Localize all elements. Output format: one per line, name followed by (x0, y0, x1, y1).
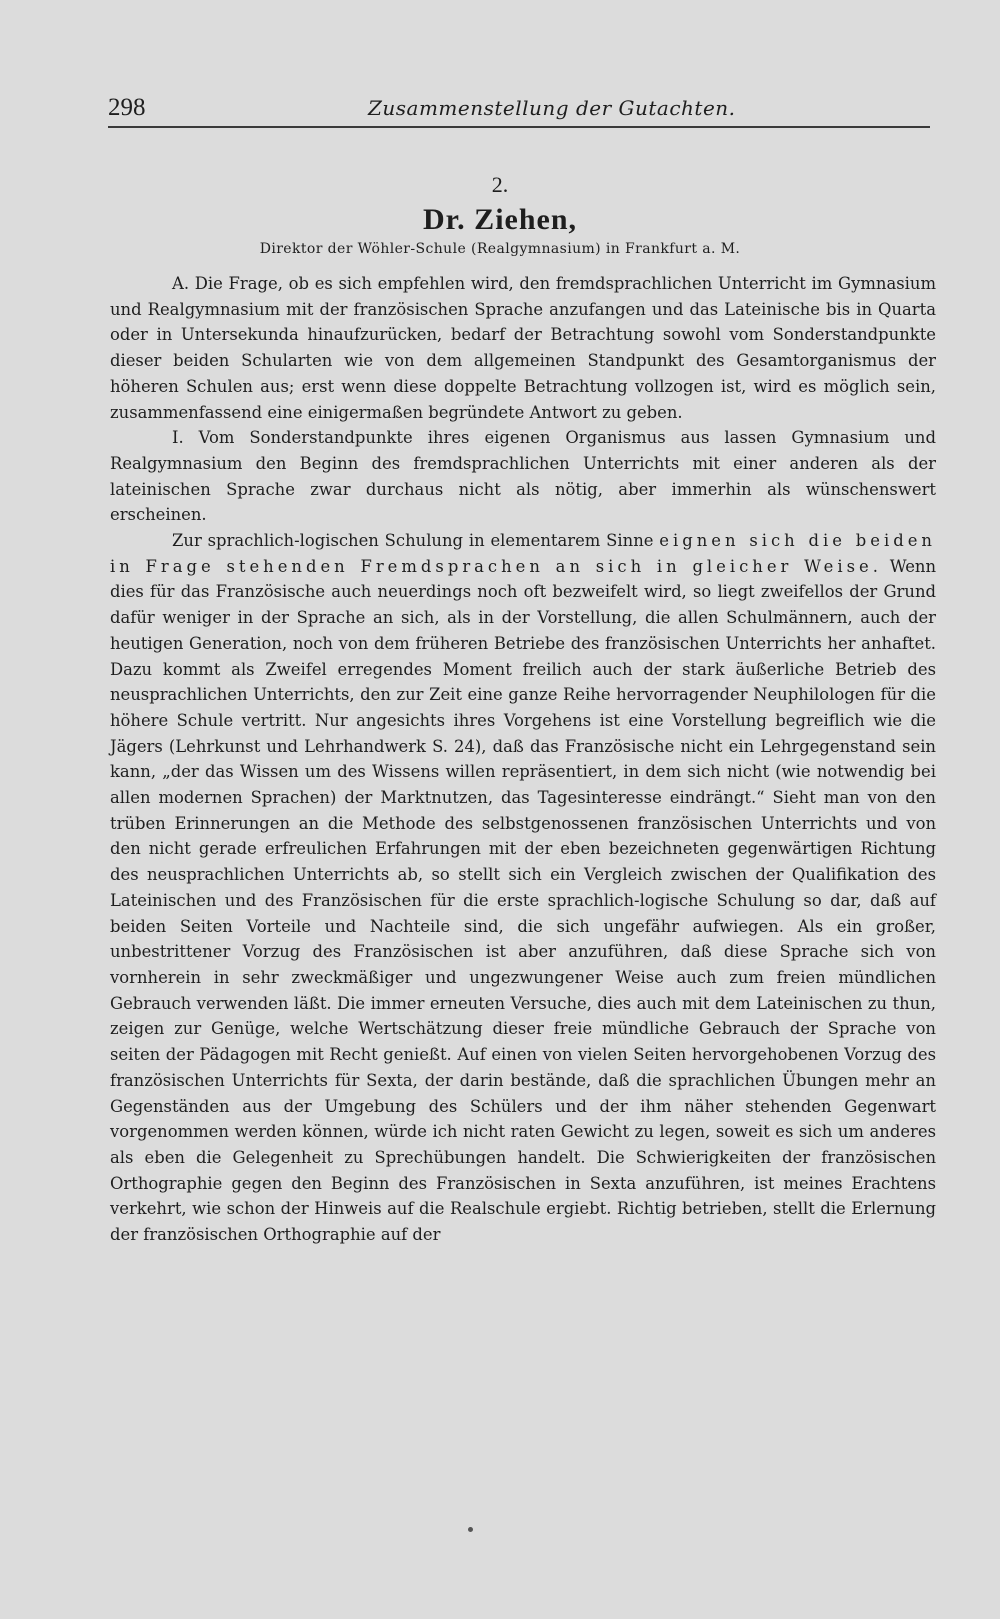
paragraph-schulung-start: Zur sprachlich-logischen Schulung in elementarem Sinne (172, 531, 654, 551)
paragraph-schulung (110, 528, 936, 1248)
body-text (110, 271, 936, 1248)
paragraph-schulung-rest: Wenn dies für das Französische auch neuerdings noch oft bezweifelt wird, so liegt zweifellos der Grund dafür weniger in der Sprache an sich, als in der Vorstellung, die allen Schulmännern, auch der heutigen Generation, noch von dem früheren Betriebe des französischen Unterrichts her anhaftet. Dazu kommt als Zweifel erregendes Moment freilich auch der stark äußerliche Betrieb des neusprachlichen Unterrichts, den zur Zeit eine ganze Reihe hervorragender Neuphilologen für die höhere Schule vertritt. Nur angesichts ihres Vorgehens ist eine Vorstellung begreiflich wie die Jägers (Lehrkunst und Lehrhandwerk S. 24), daß das Französische nicht ein Lehrgegenstand sein kann, „der das Wissen um des Wissens willen repräsentiert, in dem sich nicht (wie notwendig bei allen modernen Sprachen) der Marktnutzen, das Tagesinteresse eindrängt.“ Sieht man von den trüben Erinnerungen an die Methode des selbstgenossenen französischen Unterrichts und von den nicht gerade erfreulichen Erfahrungen mit der eben bezeichneten gegenwärtigen Richtung des neusprachlichen Unterrichts ab, so stellt sich ein Vergleich zwischen der Qualifikation des Lateinischen und des Französischen für die erste sprachlich-logische Schulung so dar, daß auf beiden Seiten Vorteile und Nachteile sind, die sich ungefähr aufwiegen. Als ein großer, unbestrittener Vorzug des Französischen ist aber anzuführen, daß diese Sprache sich von vornherein in sehr zweckmäßiger und ungezwungener Weise auch zum freien mündlichen Gebrauch verwenden läßt. Die immer erneuten Versuche, dies auch mit dem Lateinischen zu thun, zeigen zur Genüge, welche Wertschätzung dieser freie mündliche Gebrauch der Sprache von seiten der Pädagogen mit Recht genießt. Auf einen von vielen Seiten hervorgehobenen Vorzug des französischen Unterrichts für Sexta, der darin bestände, daß die sprachlichen Übungen mehr an Gegenständen aus der Umgebung des Schülers und der ihm näher stehenden Gegenwart vorgenommen werden können, würde ich nicht raten Gewicht zu legen, soweit es sich um anderes als eben die Gelegenheit zu Sprechübungen handelt. Die Schwierigkeiten der französischen Orthographie gegen den Beginn des Französischen in Sexta anzuführen, ist meines Erachtens verkehrt, wie schon der Hinweis auf die Realschule ergiebt. Richtig betrieben, stellt die Erlernung der französischen Orthographie auf der (110, 556, 937, 1245)
author-name: Dr. Ziehen, (422, 203, 578, 236)
paragraph-i: I. Vom Sonderstandpunkte ihres eigenen Organismus aus lassen Gymnasium und Realgymnasium den Beginn des fremdsprachlichen Unterrichts mit einer anderen als der lateinischen Sprache zwar durchaus nicht als nötig, aber immerhin als wünschenswert erscheinen. (110, 428, 936, 525)
page-header (108, 92, 930, 128)
emphasized-text: eignen sich die beiden in Frage stehenden Fremdsprachen an sich in gleicher Weise. (110, 531, 936, 576)
ink-speck (468, 1527, 473, 1532)
page-number: 298 (108, 94, 146, 121)
section-number: 2. (491, 172, 509, 197)
running-head: Zusammenstellung der Gutachten. (368, 96, 736, 120)
paragraph-a: A. Die Frage, ob es sich empfehlen wird, den fremdsprachlichen Unterricht im Gymnasium und Realgymnasium mit der französischen Sprache anzufangen und das Lateinische bis in Quarta oder in Untersekunda hinaufzurücken, bedarf der Betrachtung sowohl vom Sonderstandpunkte dieser beiden Schularten wie von dem allgemeinen Standpunkt des Gesamtorganismus der höheren Schulen aus; erst wenn diese doppelte Betrachtung vollzogen ist, wird es möglich sein, zusammenfassend eine einigermaßen begründete Antwort zu geben. (110, 274, 936, 422)
author-affiliation: Direktor der Wöhler-Schule (Realgymnasium) in Frankfurt a. M. (259, 241, 741, 257)
